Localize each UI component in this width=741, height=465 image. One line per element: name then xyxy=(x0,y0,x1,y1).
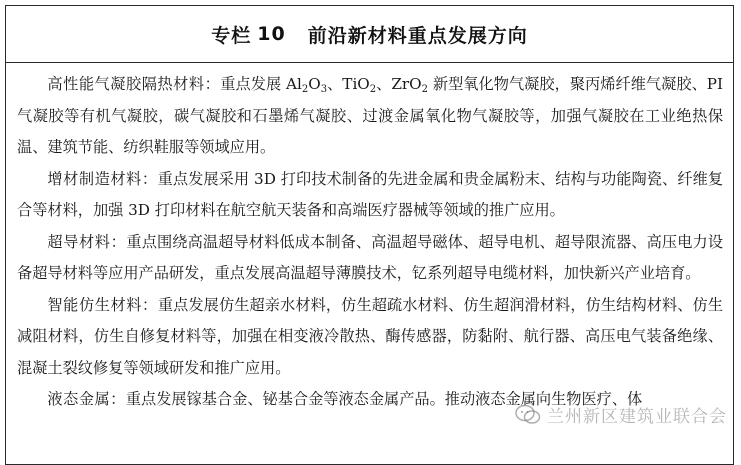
paragraph-term: 智能仿生材料： xyxy=(47,295,158,314)
paragraph-term: 增材制造材料： xyxy=(47,169,158,188)
subscript: 3 xyxy=(320,84,328,95)
paragraph-text: 、ZrO xyxy=(376,75,422,93)
paragraph xyxy=(17,384,723,416)
feature-box xyxy=(5,5,734,465)
paragraph-term: 超导材料： xyxy=(47,232,127,251)
paragraph xyxy=(17,290,723,385)
paragraph xyxy=(17,227,723,290)
watermark-text: 兰州新区建筑业联合会 xyxy=(547,407,727,427)
column-prefix: 专栏 xyxy=(211,24,252,47)
subscript: 2 xyxy=(301,84,309,95)
paragraph-text: O xyxy=(308,75,321,93)
paragraph xyxy=(17,164,723,227)
column-title: 前沿新材料重点发展方向 xyxy=(307,24,528,47)
box-title xyxy=(6,6,733,62)
box-content xyxy=(6,63,733,416)
subscript: 2 xyxy=(369,84,377,95)
paragraph-text: 重点发展采用 3D 打印技术制备的先进金属和贵金属粉末、结构与功能陶瓷、纤维复合等材料，加强 3D 打印材料在航空航天装备和高端医疗器械等领域的推广应用。 xyxy=(17,169,724,219)
column-number: 10 xyxy=(257,23,286,45)
paragraph-term: 液态金属： xyxy=(47,390,126,408)
paragraph-term: 高性能气凝胶隔热材料： xyxy=(47,75,221,93)
paragraph-text: 、TiO xyxy=(327,75,370,93)
paragraph-text: 重点围绕高温超导材料低成本制备、高温超导磁体、超导电机、超导限流器、高压电力设备超导材料等应用产品研发，重点发展高温超导薄膜技术，钇系列超导电缆材料，加快新兴产业培育。 xyxy=(17,232,724,282)
paragraph xyxy=(17,69,723,164)
paragraph-text: 重点发展 Al xyxy=(220,75,302,93)
paragraph-text: 重点发展镓基合金、铋基合金等液态金属产品。推动液态金属向生物医疗、体 xyxy=(125,390,643,408)
subscript: 2 xyxy=(421,84,429,95)
paragraph-text: 重点发展仿生超亲水材料，仿生超疏水材料、仿生超润滑材料，仿生结构材料、仿生减阻材料，仿生自修复材料等，加强在相变液冷散热、酶传感器，防黏附、航行器、高压电气装备绝缘、混凝土裂纹修复等领域研发和推广应用。 xyxy=(17,295,724,377)
paragraph-text: 新型氧化物气凝胶，聚丙烯纤维气凝胶、PI 气凝胶等有机气凝胶，碳气凝胶和石墨烯气凝胶、过渡金属氧化物气凝胶等，加强气凝胶在工业绝热保温、建筑节能、纺织鞋服等领域应用。 xyxy=(17,75,724,156)
